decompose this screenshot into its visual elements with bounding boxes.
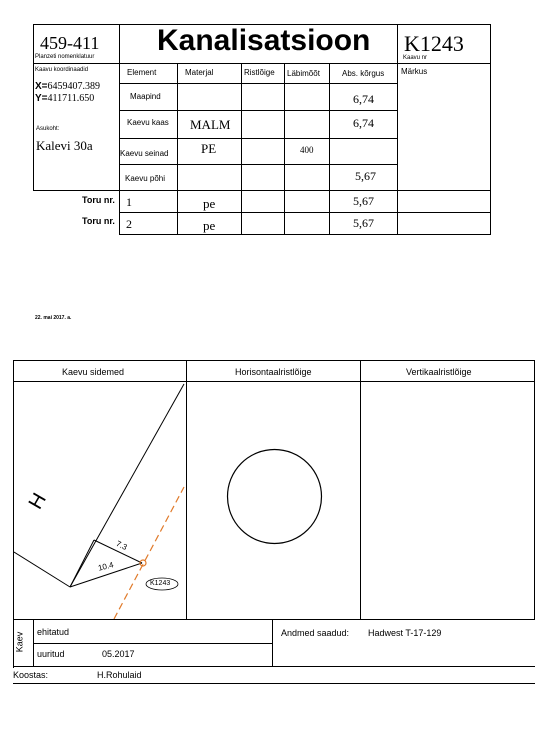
pipe-height: 5,67 xyxy=(353,194,374,208)
col-material: Materjal xyxy=(185,68,214,77)
well-id: K1243 xyxy=(404,31,464,56)
y-label: Y= xyxy=(35,93,48,104)
author-value: H.Rohulaid xyxy=(97,670,142,680)
building-letter: H xyxy=(24,489,51,514)
y-value: 411711.650 xyxy=(47,93,95,104)
source-value: Hadwest T-17-129 xyxy=(368,628,442,638)
col-abs-height: Abs. kõrgus xyxy=(342,69,385,78)
row-material: PE xyxy=(201,141,217,156)
x-label: X= xyxy=(35,81,48,92)
author-label: Koostas: xyxy=(13,670,49,680)
section-horizontal-cross-section: Horisontaalristlõige xyxy=(235,367,312,377)
dimension-label: 7.3 xyxy=(114,539,129,552)
plan-number: 459-411 xyxy=(40,33,100,53)
pipe-label: Toru nr. xyxy=(82,195,115,205)
surveyed-value: 05.2017 xyxy=(102,649,135,659)
section-vertical-cross-section: Vertikaalristlõige xyxy=(406,367,472,377)
col-element: Element xyxy=(127,68,157,77)
source-label: Andmed saadud: xyxy=(281,628,350,638)
built-label: ehitatud xyxy=(37,627,70,637)
pipe-material: pe xyxy=(203,218,216,233)
surveyed-label: uuritud xyxy=(37,649,65,659)
pipe-number: 1 xyxy=(126,195,132,209)
x-value: 6459407.389 xyxy=(47,81,101,92)
plan-label: Planzeti nomenklatuur xyxy=(35,54,95,60)
row-diameter: 400 xyxy=(300,145,314,155)
page-title: Kanalisatsioon xyxy=(157,24,371,57)
pipe-label: Toru nr. xyxy=(82,216,115,226)
document-date: 22. mai 2017. a. xyxy=(35,315,72,321)
row-material: MALM xyxy=(190,117,231,132)
address-label: Asukoht: xyxy=(36,126,60,132)
address: Kalevi 30a xyxy=(36,138,93,153)
row-height: 6,74 xyxy=(353,92,374,106)
row-height: 6,74 xyxy=(353,116,374,130)
col-cross-section: Ristlõige xyxy=(244,68,275,77)
dimension-label: 10.4 xyxy=(97,560,115,573)
col-diameter: Läbimõõt xyxy=(287,69,320,78)
pipe-height: 5,67 xyxy=(353,216,374,230)
well-label: Kaavu nr xyxy=(403,55,428,61)
row-element: Kaevu põhi xyxy=(125,174,166,183)
row-element: Kaevu seinad xyxy=(120,149,169,158)
well-tag: K1243 xyxy=(150,580,171,587)
row-element: Kaevu kaas xyxy=(127,118,169,127)
pipe-material: pe xyxy=(203,196,216,211)
coords-label: Kaavu koordinaadid xyxy=(35,67,89,73)
horizontal-section-circle xyxy=(226,448,323,545)
row-height: 5,67 xyxy=(355,169,376,183)
row-element: Maapind xyxy=(130,92,161,101)
section-well-connections: Kaevu sidemed xyxy=(62,367,125,377)
col-remarks: Märkus xyxy=(401,67,428,76)
side-label: Kaev xyxy=(14,631,25,653)
pipe-line xyxy=(114,487,184,619)
pipe-number: 2 xyxy=(126,217,132,231)
